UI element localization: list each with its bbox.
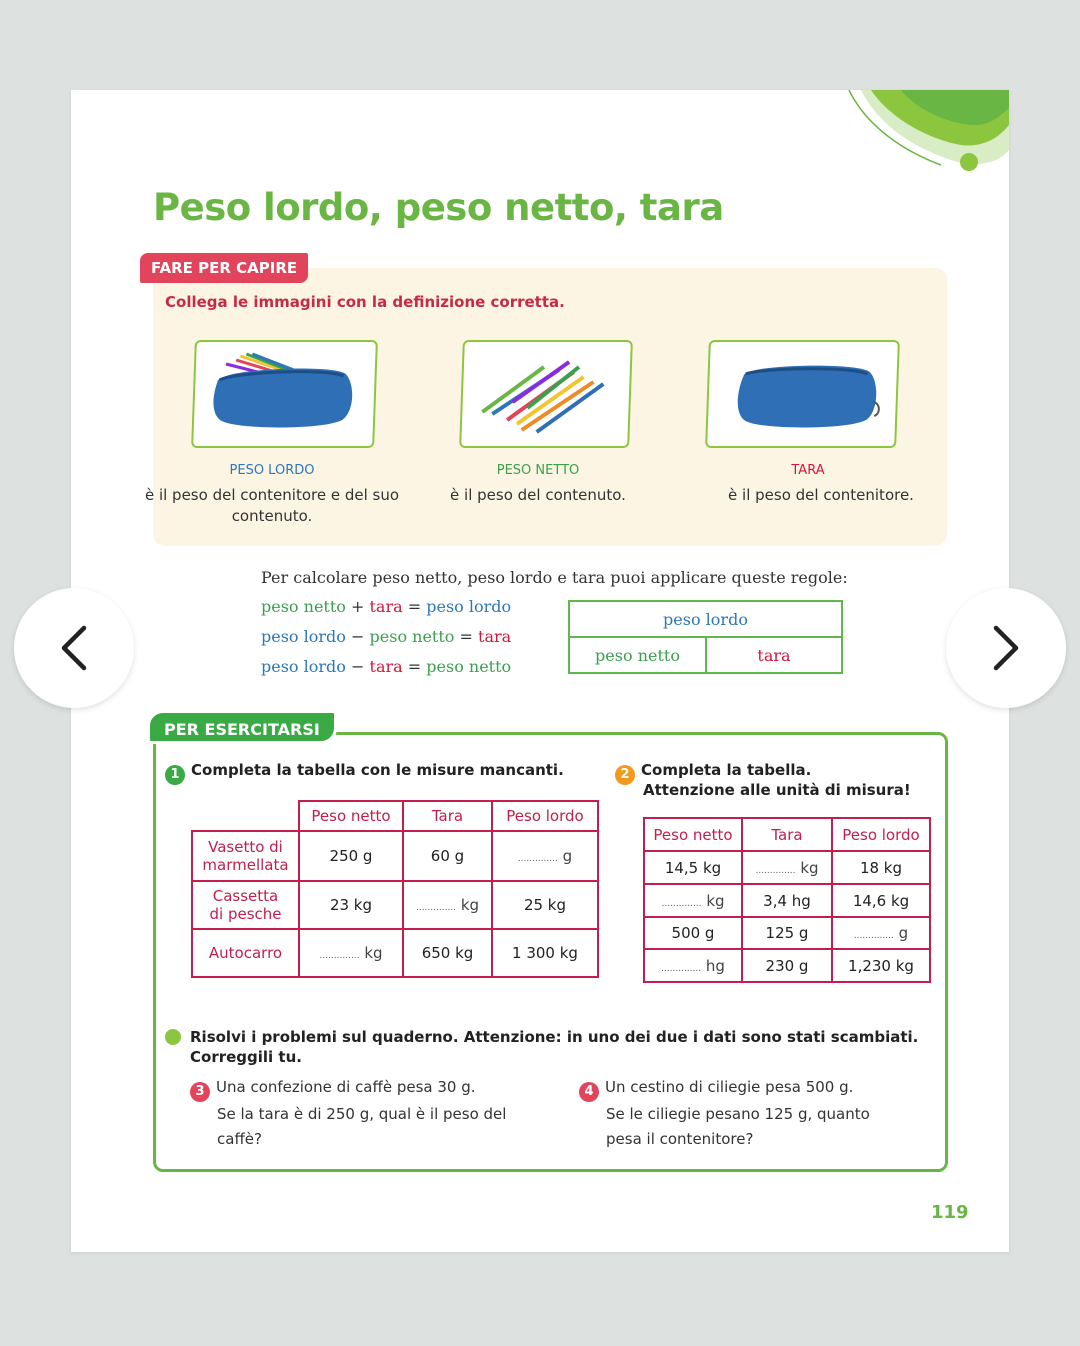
table-cell: 650 kg [403, 929, 492, 977]
table-row [192, 881, 598, 929]
diagram-tara: tara [706, 637, 842, 673]
row-label [192, 831, 299, 881]
diagram-peso-lordo: peso lordo [569, 601, 842, 637]
empty-pencil-case-icon [707, 342, 898, 446]
fill-in-dots: .............. [415, 903, 457, 913]
table-row [644, 949, 930, 982]
table-cell: 250 g [299, 831, 403, 881]
table-cell: 1,230 kg [832, 949, 930, 982]
fill-in-dots: .............. [853, 931, 894, 941]
table-cell: 500 g [644, 917, 742, 949]
exercise-2-subtitle: Attenzione alle unità di misura! [643, 781, 911, 799]
exercise-1-table [191, 800, 599, 978]
matching-instruction: Collega le immagini con la definizione corretta. [165, 293, 565, 311]
formula-equals: = [407, 657, 422, 676]
image-full-pencil-case[interactable] [191, 340, 378, 448]
chevron-right-icon [986, 623, 1026, 673]
exercise-2-table [643, 817, 931, 983]
table-cell: 18 kg [832, 851, 930, 884]
unit: g [562, 847, 573, 865]
definition-title-tara: TARA [791, 463, 825, 478]
table-row [192, 831, 598, 881]
formula-term: peso netto [369, 627, 455, 646]
table-row [192, 929, 598, 977]
decorative-blob-icon [841, 90, 1009, 190]
row-label [192, 929, 299, 977]
row-label-line: di pesche [209, 905, 282, 923]
formula-equals: = [407, 597, 422, 616]
section-tag-fare-per-capire: FARE PER CAPIRE [140, 253, 308, 283]
image-empty-pencil-case[interactable] [705, 340, 900, 448]
table-cell: 60 g [403, 831, 492, 881]
problem-line: Se le ciliegie pesano 125 g, quanto [606, 1105, 870, 1123]
chevron-left-icon [54, 623, 94, 673]
exercise-number-badge: 1 [165, 765, 185, 785]
book-page [71, 90, 1009, 1252]
table-cell: 14,6 kg [832, 884, 930, 917]
fill-in-dots: .............. [319, 951, 360, 961]
formula-operator: + [351, 597, 365, 616]
definition-text-peso-lordo: è il peso del contenitore e del suo contenuto. [144, 486, 400, 525]
row-label-line: Autocarro [208, 944, 283, 962]
problem-number-badge: 3 [190, 1082, 210, 1102]
problem-3 [190, 1075, 506, 1152]
fill-in-dots: .............. [661, 898, 702, 909]
problem-line: Se la tara è di 250 g, qual è il peso del [217, 1105, 507, 1123]
diagram-peso-netto: peso netto [569, 637, 706, 673]
definition-title-peso-lordo: PESO LORDO [229, 463, 315, 478]
table-header: Peso netto [644, 818, 742, 851]
table-corner [192, 801, 299, 831]
formula-term: peso netto [261, 597, 346, 616]
fill-in-dots: .............. [517, 854, 558, 864]
table-row [644, 917, 930, 949]
page-title: Peso lordo, peso netto, tara [153, 186, 724, 229]
unit: kg [364, 944, 383, 962]
weight-diagram [568, 600, 843, 674]
exercise-1-title [165, 760, 564, 785]
formula-equals: = [459, 627, 473, 646]
fill-in-cell[interactable] [403, 881, 492, 929]
exercise-number-badge: 2 [615, 765, 635, 785]
problem-4 [579, 1075, 870, 1152]
fill-in-cell[interactable] [492, 831, 598, 881]
colored-pencils-icon [461, 342, 631, 446]
formula-term: peso lordo [261, 657, 346, 676]
formula-tara [261, 627, 511, 646]
table-cell: 1 300 kg [492, 929, 598, 977]
formula-result: peso netto [426, 657, 512, 676]
solve-line: Risolvi i problemi sul quaderno. Attenzione: in uno dei due i dati sono stati scambiati. [190, 1028, 919, 1046]
formula-operator: − [351, 627, 365, 646]
definition-text-tara: è il peso del contenitore. [728, 486, 914, 504]
fill-in-cell[interactable] [644, 949, 742, 982]
problem-line: pesa il contenitore? [606, 1130, 754, 1148]
table-header: Peso netto [299, 801, 403, 831]
next-button[interactable] [946, 588, 1066, 708]
formula-term: tara [369, 657, 403, 676]
table-cell: 3,4 hg [742, 884, 832, 917]
fill-in-dots: .............. [755, 865, 796, 876]
row-label [192, 881, 299, 929]
problem-number-badge: 4 [579, 1082, 599, 1102]
formula-result: tara [478, 627, 512, 646]
unit: g [898, 924, 909, 942]
table-header: Peso lordo [492, 801, 598, 831]
table-cell: 125 g [742, 917, 832, 949]
row-label-line: marmellata [202, 856, 289, 874]
fill-in-cell[interactable] [832, 917, 930, 949]
formula-peso-lordo [261, 597, 511, 616]
fill-in-cell[interactable] [299, 929, 403, 977]
formula-term: tara [369, 597, 403, 616]
image-colored-pencils[interactable] [459, 340, 633, 448]
unit: hg [705, 956, 725, 975]
table-cell: 14,5 kg [644, 851, 742, 884]
problem-line: Un cestino di ciliegie pesa 500 g. [605, 1078, 854, 1096]
problem-line: Una confezione di caffè pesa 30 g. [216, 1078, 476, 1096]
rules-intro: Per calcolare peso netto, peso lordo e tara puoi applicare queste regole: [261, 568, 848, 587]
table-row [644, 884, 930, 917]
definition-text-peso-netto: è il peso del contenuto. [450, 486, 626, 504]
unit: kg [706, 891, 725, 910]
solve-line: Correggili tu. [190, 1048, 302, 1066]
table-cell: 23 kg [299, 881, 403, 929]
solve-instruction [190, 1027, 918, 1067]
problem-line: caffè? [217, 1130, 262, 1148]
fill-in-cell[interactable] [742, 851, 832, 884]
section-tag-per-esercitarsi: PER ESERCITARSI [147, 710, 337, 744]
formula-operator: − [351, 657, 365, 676]
table-header: Peso lordo [832, 818, 930, 851]
exercise-1-text: Completa la tabella con le misure mancanti. [191, 761, 564, 779]
definition-title-peso-netto: PESO NETTO [496, 463, 580, 478]
bullet-icon [165, 1029, 181, 1045]
fill-in-dots: .............. [661, 963, 702, 974]
formula-peso-netto [261, 657, 511, 676]
table-header: Tara [403, 801, 492, 831]
table-cell: 25 kg [492, 881, 598, 929]
previous-button[interactable] [14, 588, 134, 708]
row-label-line: Cassetta [212, 887, 279, 905]
fill-in-cell[interactable] [644, 884, 742, 917]
formula-result: peso lordo [426, 597, 512, 616]
formula-term: peso lordo [261, 627, 346, 646]
table-row [644, 851, 930, 884]
unit: kg [460, 896, 480, 914]
unit: kg [800, 858, 819, 877]
exercise-2-text: Completa la tabella. [641, 761, 812, 779]
table-cell: 230 g [742, 949, 832, 982]
pencil-case-with-pencils-icon [193, 342, 376, 446]
table-header: Tara [742, 818, 832, 851]
row-label-line: Vasetto di [208, 838, 283, 856]
page-number: 119 [931, 1202, 969, 1223]
